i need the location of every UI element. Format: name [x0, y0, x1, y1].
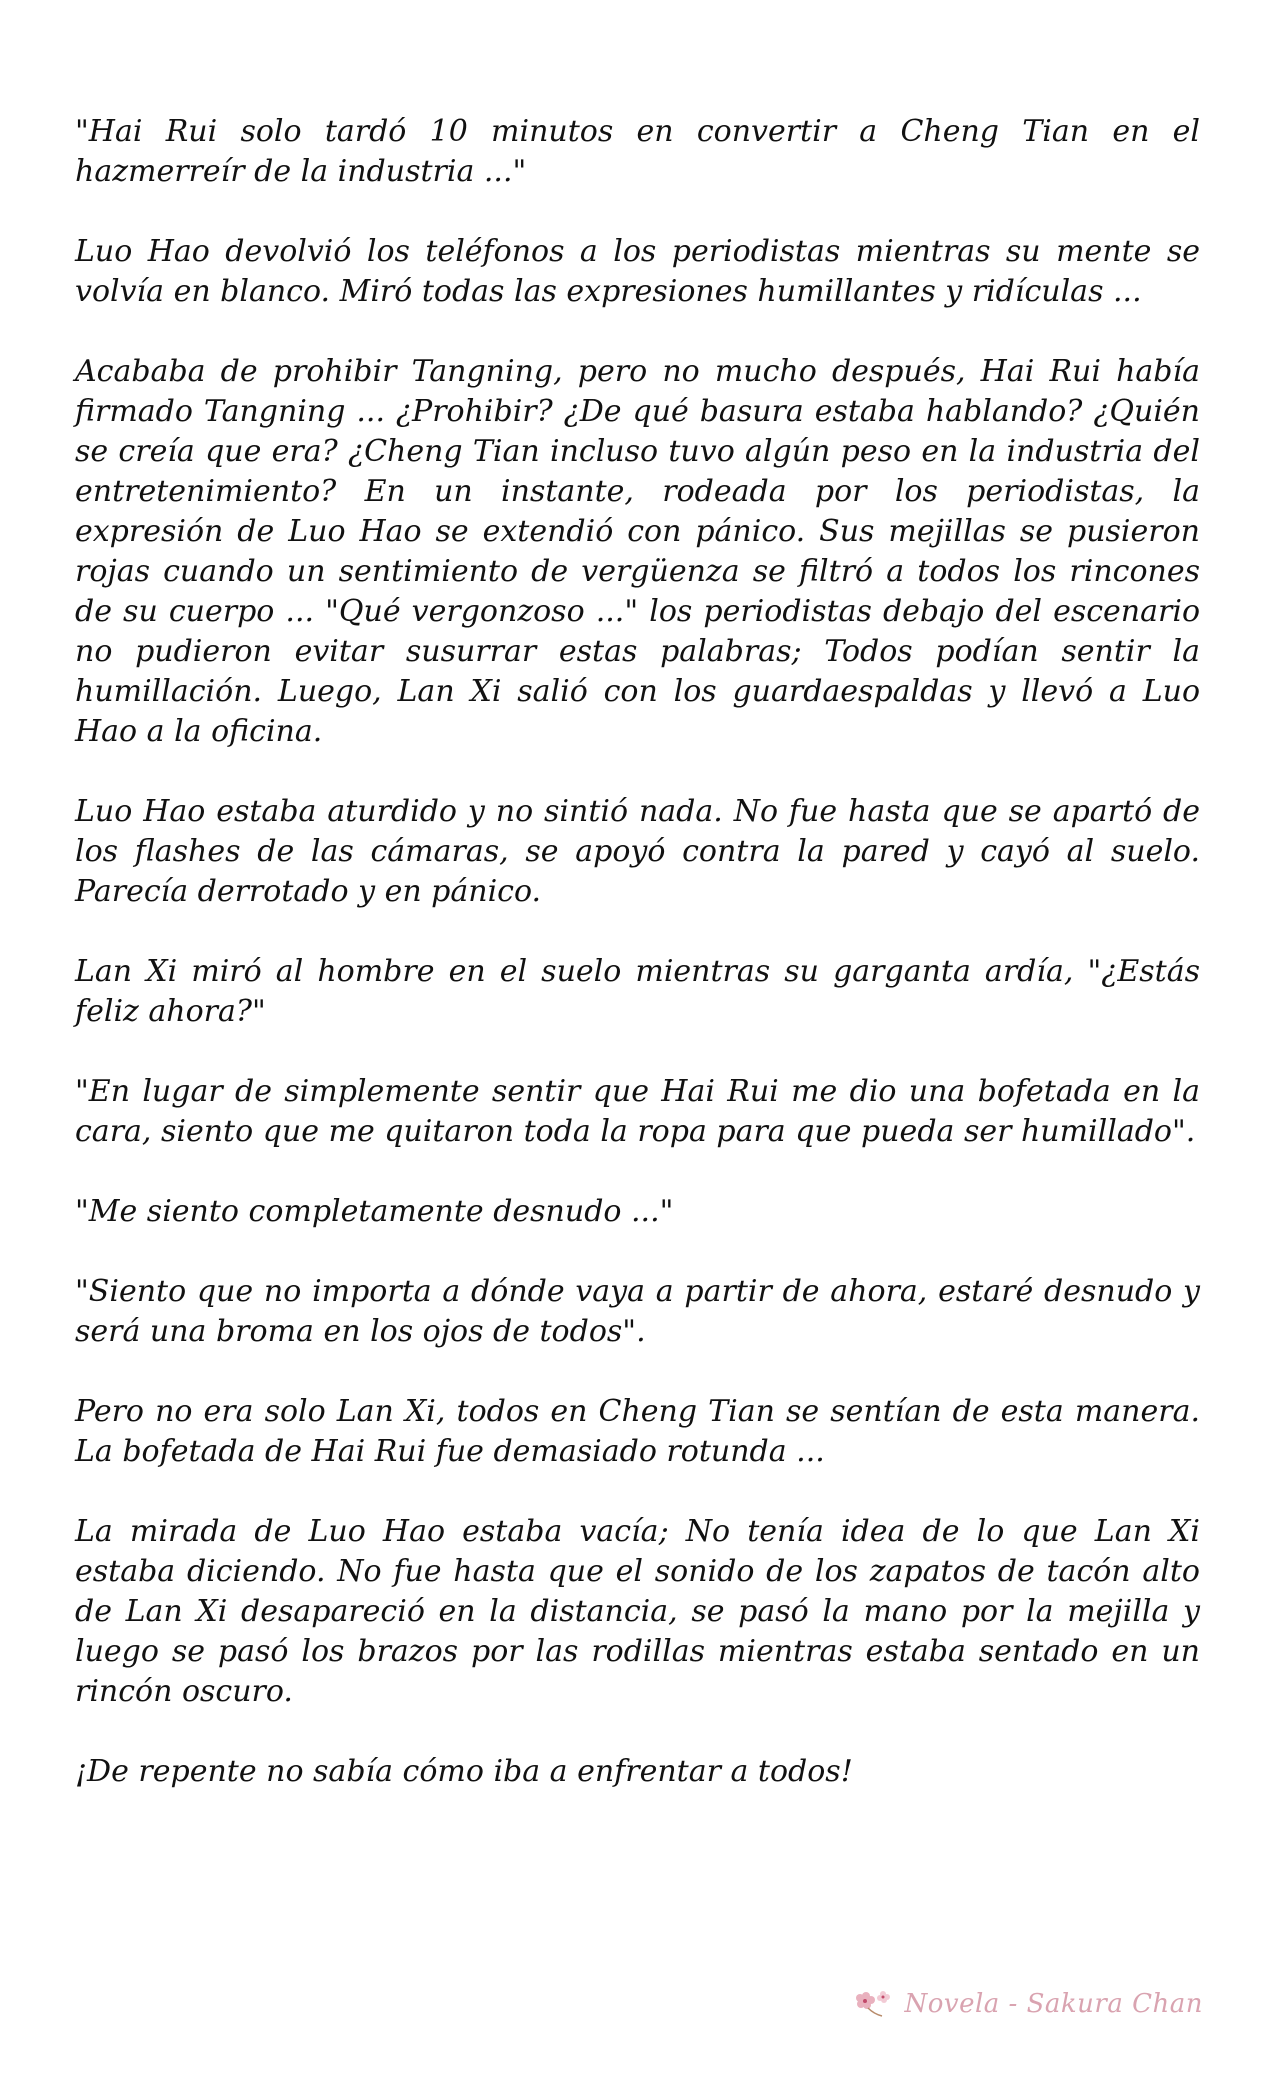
paragraph-10: La mirada de Luo Hao estaba vacía; No tenía idea de lo que Lan Xi estaba diciendo. No fue hasta que el sonido de los zapatos de tacón alto de Lan Xi desapareció en la distancia, se pasó la mano por la mejilla y luego se pasó los brazos por las rodillas mientras estaba sentado en un rincón oscuro.: [75, 1514, 1200, 1709]
paragraph-2: Luo Hao devolvió los teléfonos a los periodistas mientras su mente se volvía en blanco. Miró todas las expresiones humillantes y ridículas ...: [75, 234, 1200, 309]
paragraph-6: "En lugar de simplemente sentir que Hai Rui me dio una bofetada en la cara, siento que me quitaron toda la ropa para que pueda ser humillado".: [75, 1074, 1200, 1149]
paragraph-1: "Hai Rui solo tardó 10 minutos en convertir a Cheng Tian en el hazmerreír de la industria ...": [75, 114, 1200, 189]
paragraph-3: Acababa de prohibir Tangning, pero no mucho después, Hai Rui había firmado Tangning ... ¿Prohibir? ¿De qué basura estaba hablando? ¿Quién se creía que era? ¿Cheng Tian incluso tuvo algún peso en la industria del entretenimiento? En un instante, rodeada por los periodistas, la expresión de Luo Hao se extendió con pánico. Sus mejillas se pusieron rojas cuando un sentimiento de vergüenza se filtró a todos los rincones de su cuerpo ... "Qué vergonzoso ..." los periodistas debajo del escenario no pudieron evitar susurrar estas palabras; Todos podían sentir la humillación. Luego, Lan Xi salió con los guardaespaldas y llevó a Luo Hao a la oficina.: [75, 354, 1200, 749]
watermark-text: Novela - Sakura Chan: [904, 1989, 1203, 2019]
paragraph-11: ¡De repente no sabía cómo iba a enfrentar a todos!: [75, 1754, 853, 1789]
paragraph-5: Lan Xi miró al hombre en el suelo mientras su garganta ardía, "¿Estás feliz ahora?": [75, 954, 1200, 1029]
paragraph-7: "Me siento completamente desnudo ...": [75, 1194, 674, 1229]
paragraph-4: Luo Hao estaba aturdido y no sintió nada. No fue hasta que se apartó de los flashes de las cámaras, se apoyó contra la pared y cayó al suelo. Parecía derrotado y en pánico.: [75, 794, 1200, 909]
paragraph-8: "Siento que no importa a dónde vaya a partir de ahora, estaré desnudo y será una broma en los ojos de todos".: [75, 1274, 1200, 1349]
watermark: [852, 1986, 1203, 2022]
sakura-flower-icon: [852, 1986, 896, 2022]
paragraph-9: Pero no era solo Lan Xi, todos en Cheng Tian se sentían de esta manera. La bofetada de Hai Rui fue demasiado rotunda ...: [75, 1394, 1200, 1469]
